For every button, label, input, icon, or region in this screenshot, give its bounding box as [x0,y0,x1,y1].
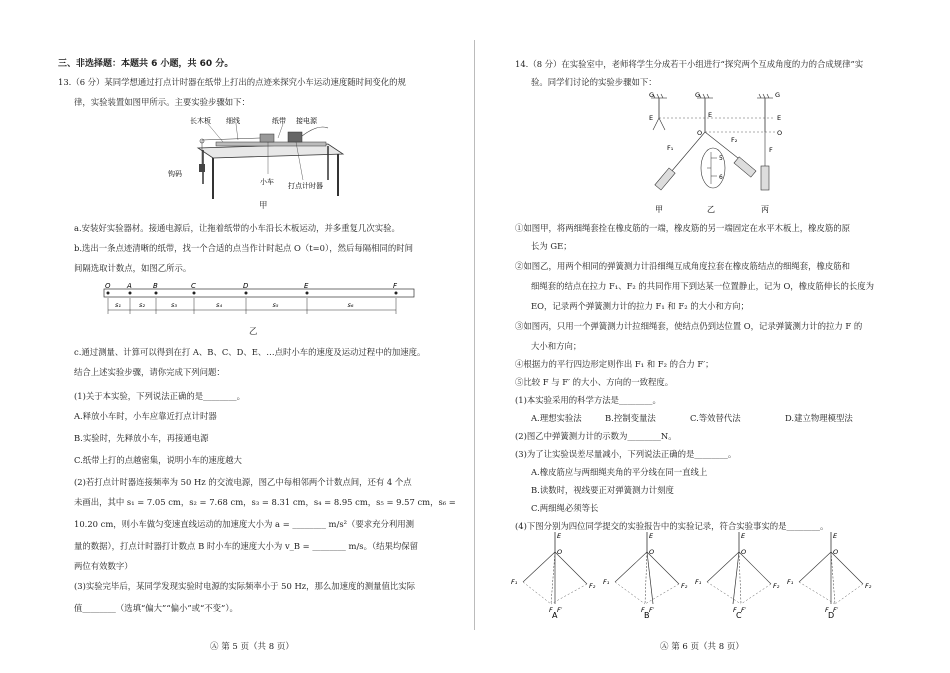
label-rope: 细线 [226,117,240,125]
tape-point-e [306,292,309,295]
force-diagram-a [511,532,596,620]
scale-tick-6: 6 [719,174,723,181]
diagram-label-f-a: F [549,606,553,614]
spring-scale-1 [655,168,675,190]
cart [260,134,274,142]
fig-label-e2: E [708,111,713,119]
tape-segment-label-5: s₅ [272,301,279,309]
fig-label-e1: E [649,114,654,122]
q14-step2-l2: 细绳套的结点在拉力 F₁、F₂ 的共同作用下到达某一位置静止，记为 O，橡皮筋伸长的长度为 [531,281,875,291]
tape-point-label-a: A [127,282,132,290]
label-tape: 纸带 [272,117,286,125]
tape-point-c [193,292,196,295]
q14-sub3-opt-c: C.两细绳必须等长 [531,503,599,513]
fig-caption-yi: 乙 [249,326,258,336]
diagram-letter-b: B [644,611,650,620]
label-power: 接电源 [296,117,317,125]
section-header: 三、非选择题：本题共 6 小题，共 60 分。 [58,59,234,69]
diagram-label-f1-d: F₁ [787,578,794,586]
q14-step3-l2: 大小和方向； [531,341,582,351]
q14-sub1: (1)本实验采用的科学方法是________。 [515,395,661,405]
tape-point-o [107,292,110,295]
tape-segment-label-4: s₄ [216,301,222,309]
diagram-label-e-c: E [741,532,746,540]
diagram-label-e-d: E [833,532,838,540]
force-diagrams [511,530,895,620]
fig-caption-yi2: 乙 [707,205,715,214]
q14-step2-l1: ②如图乙，用两个相同的弹簧测力计沿细绳互成角度拉套在橡皮筋结点的细绳套，橡皮筋和 [515,261,850,271]
diagram-label-o-b: O [649,548,655,556]
tape-point-a [129,292,132,295]
q14-step4: ④根据力的平行四边形定则作出 F₁ 和 F₂ 的合力 F′； [515,359,714,369]
q13-stem-line2: 律，实验装置如图甲所示。主要实验步骤如下： [74,97,250,107]
diagram-label-f-b: F [641,606,645,614]
q13-step-c1: c.通过测量、计算可以得到在打 A、B、C、D、E、…点时小车的速度及运动过程中的加速度。 [74,347,426,357]
q13-opt-c: C.纸带上打的点越密集，说明小车的速度越大 [74,455,242,465]
q14-sub3-opt-b: B.读数时，视线要正对弹簧测力计刻度 [531,485,674,495]
timer [288,132,302,142]
tape-point-label-o: O [105,282,111,290]
q13-opt-b: B.实验时，先释放小车，再接通电源 [74,433,209,443]
fig-caption-jia: 甲 [259,200,268,210]
tape-point-label-c: C [191,282,196,290]
force-diagram-b [603,532,688,620]
diagram-label-f1-a: F₁ [511,578,518,586]
fig-caption-jia2: 甲 [655,205,663,214]
fig-label-g2: G [695,91,701,99]
diagram-label-fprime-a: F′ [557,606,563,614]
fig-label-f: F [769,146,773,154]
label-board: 长木板 [190,117,211,125]
diagram-label-e-a: E [557,532,562,540]
tape-point-f [395,292,398,295]
power-lead [302,127,328,136]
q13-sub2-l3: 10.20 cm，则小车做匀变速直线运动的加速度大小为 a = ________ m/s²（要求充分利用测 [74,519,414,529]
fig-caption-bing: 丙 [761,205,769,214]
diagram-label-fprime-b: F′ [649,606,655,614]
apparatus-figure [168,114,358,204]
diagram-label-e-b: E [649,532,654,540]
diagram-label-f-c: F [733,606,737,614]
q13-step-a: a.安装好实验器材。接通电源后，让拖着纸带的小车沿长木板运动，并多重复几次实验。 [74,223,400,233]
label-hook: 钩码 [168,170,182,178]
q13-step-b2: 间隔选取计数点，如图乙所示。 [74,263,192,273]
q14-stem-line1: 14.（8 分）在实验室中，老师将学生分成若干小组进行“探究两个互成角度的力的合成规律”实 [515,59,864,69]
q14-sub3-opt-a: A.橡皮筋应与两细绳夹角的平分线在同一直线上 [531,467,708,477]
q13-sub2-l1: (2)若打点计时器连接频率为 50 Hz 的交流电源，图乙中每相邻两个计数点间，还有 4 个点 [74,477,412,487]
q14-sub2: (2)图乙中弹簧测力计的示数为________N。 [515,431,677,441]
spring-scale-3 [761,166,769,190]
fig-label-e3: E [777,114,782,122]
q14-step2-l3: EO，记录两个弹簧测力计的拉力 F₁ 和 F₂ 的大小和方向； [531,301,749,311]
diagram-label-f2-a: F₂ [589,582,596,590]
diagram-label-fprime-c: F′ [741,606,747,614]
diagram-label-f-d: F [825,606,829,614]
q14-sub4: (4)下图分别为四位同学提交的实验报告中的实验记录，符合实验事实的是________。 [515,521,829,531]
q14-sub1-opt-d: D.建立物理模型法 [785,413,853,423]
diagram-label-o-a: O [557,548,563,556]
q14-step1-l2: 长为 GE； [531,241,572,251]
q13-sub3-l2: 值________（选填“偏大”“偏小”或“不变”）。 [74,603,238,613]
string [202,138,260,140]
fig-label-g1: G [649,91,655,99]
tape-point-label-d: D [243,282,249,290]
q14-sub1-opt-c: C.等效替代法 [690,413,741,423]
force-diagram-d [787,532,872,620]
q14-stem-line2: 验。同学们讨论的实验步骤如下： [531,77,657,87]
label-cart: 小车 [260,178,274,186]
diagram-label-o-d: O [833,548,839,556]
q13-sub3-l1: (3)实验完毕后，某同学发现实验时电源的实际频率小于 50 Hz，那么加速度的测量值比实际 [74,581,416,591]
q13-stem-line1: 13.（6 分）某同学想通过打点计时器在纸带上打出的点迹来探究小车运动速度随时间变化的规 [58,77,406,87]
tape-segment-label-1: s₁ [115,301,121,309]
long-board [216,142,326,146]
fig-label-o2: O [777,129,783,137]
diagram-letter-d: D [828,611,835,620]
tape-point-d [245,292,248,295]
right-page [475,0,950,673]
fig-label-o1: O [697,129,703,137]
tape-segment-label-2: s₂ [139,301,145,309]
q14-sub1-opt-a: A.理想实验法 [531,413,582,423]
q14-step3-l1: ③如图丙，只用一个弹簧测力计拉细绳套，使结点仍到达位置 O，记录弹簧测力计的拉力 F 的 [515,321,863,331]
q14-sub3: (3)为了让实验误差尽量减小，下列说法正确的是________。 [515,449,737,459]
page-footer-right: Ⓐ 第 6 页（共 8 页） [660,642,744,652]
q13-step-b1: b.选出一条点迹清晰的纸带，找一个合适的点当作计时起点 O（t=0），然后每隔相同的时间 [74,243,413,253]
diagram-letter-a: A [552,611,558,620]
diagram-label-f2-c: F₂ [773,582,780,590]
page-footer-left: Ⓐ 第 5 页（共 8 页） [210,642,294,652]
label-timer: 打点计时器 [288,182,323,190]
scale-zoom [701,148,725,188]
q13-sub2-l2: 未画出，其中 s₁ = 7.05 cm，s₂ = 7.68 cm，s₃ = 8.31 cm，s₄ = 8.95 cm，s₅ = 9.57 cm，s₆ = [74,497,456,507]
q13-sub1: (1)关于本实验，下列说法正确的是________。 [74,391,245,401]
tape-point-label-e: E [304,282,309,290]
diagram-label-f1-b: F₁ [603,578,610,586]
spring-scale-2 [734,157,756,177]
tape-segment-label-6: s₆ [347,301,354,309]
q13-sub2-l5: 两位有效数字） [74,561,133,571]
fig-label-g3: G [775,91,781,99]
fig-label-f1: F₁ [667,144,674,152]
q13-step-c2: 结合上述实验步骤，请你完成下列问题： [74,367,225,377]
diagram-letter-c: C [736,611,742,620]
tape-point-label-f: F [393,282,398,290]
diagram-label-f1-c: F₁ [695,578,702,586]
q13-opt-a: A.释放小车时，小车应靠近打点计时器 [74,411,217,421]
q14-step5: ⑤比较 F 与 F′ 的大小、方向的一致程度。 [515,377,674,387]
tape-segment-label-3: s₃ [171,301,177,309]
diagram-label-f2-d: F₂ [865,582,872,590]
force-diagram-c [695,532,780,620]
diagram-label-f2-b: F₂ [681,582,688,590]
hook-weight [199,164,205,172]
scale-tick-5: 5 [719,155,723,162]
fig-label-f2: F₂ [731,136,738,144]
tape-strip [104,289,414,297]
diagram-label-o-c: O [741,548,747,556]
tape-point-b [155,292,158,295]
diagram-label-fprime-d: F′ [833,606,839,614]
force-figure [645,92,790,216]
tape-figure [100,284,420,324]
q14-sub1-opt-b: B.控制变量法 [605,413,656,423]
q14-step1-l1: ①如图甲，将两细绳套拴在橡皮筋的一端，橡皮筋的另一端固定在水平木板上，橡皮筋的原 [515,223,850,233]
q13-sub2-l4: 量的数据），打点计时器打计数点 B 时小车的速度大小为 v_B = ________ m/s。（结果均保留 [74,541,419,551]
tape-point-label-b: B [153,282,158,290]
